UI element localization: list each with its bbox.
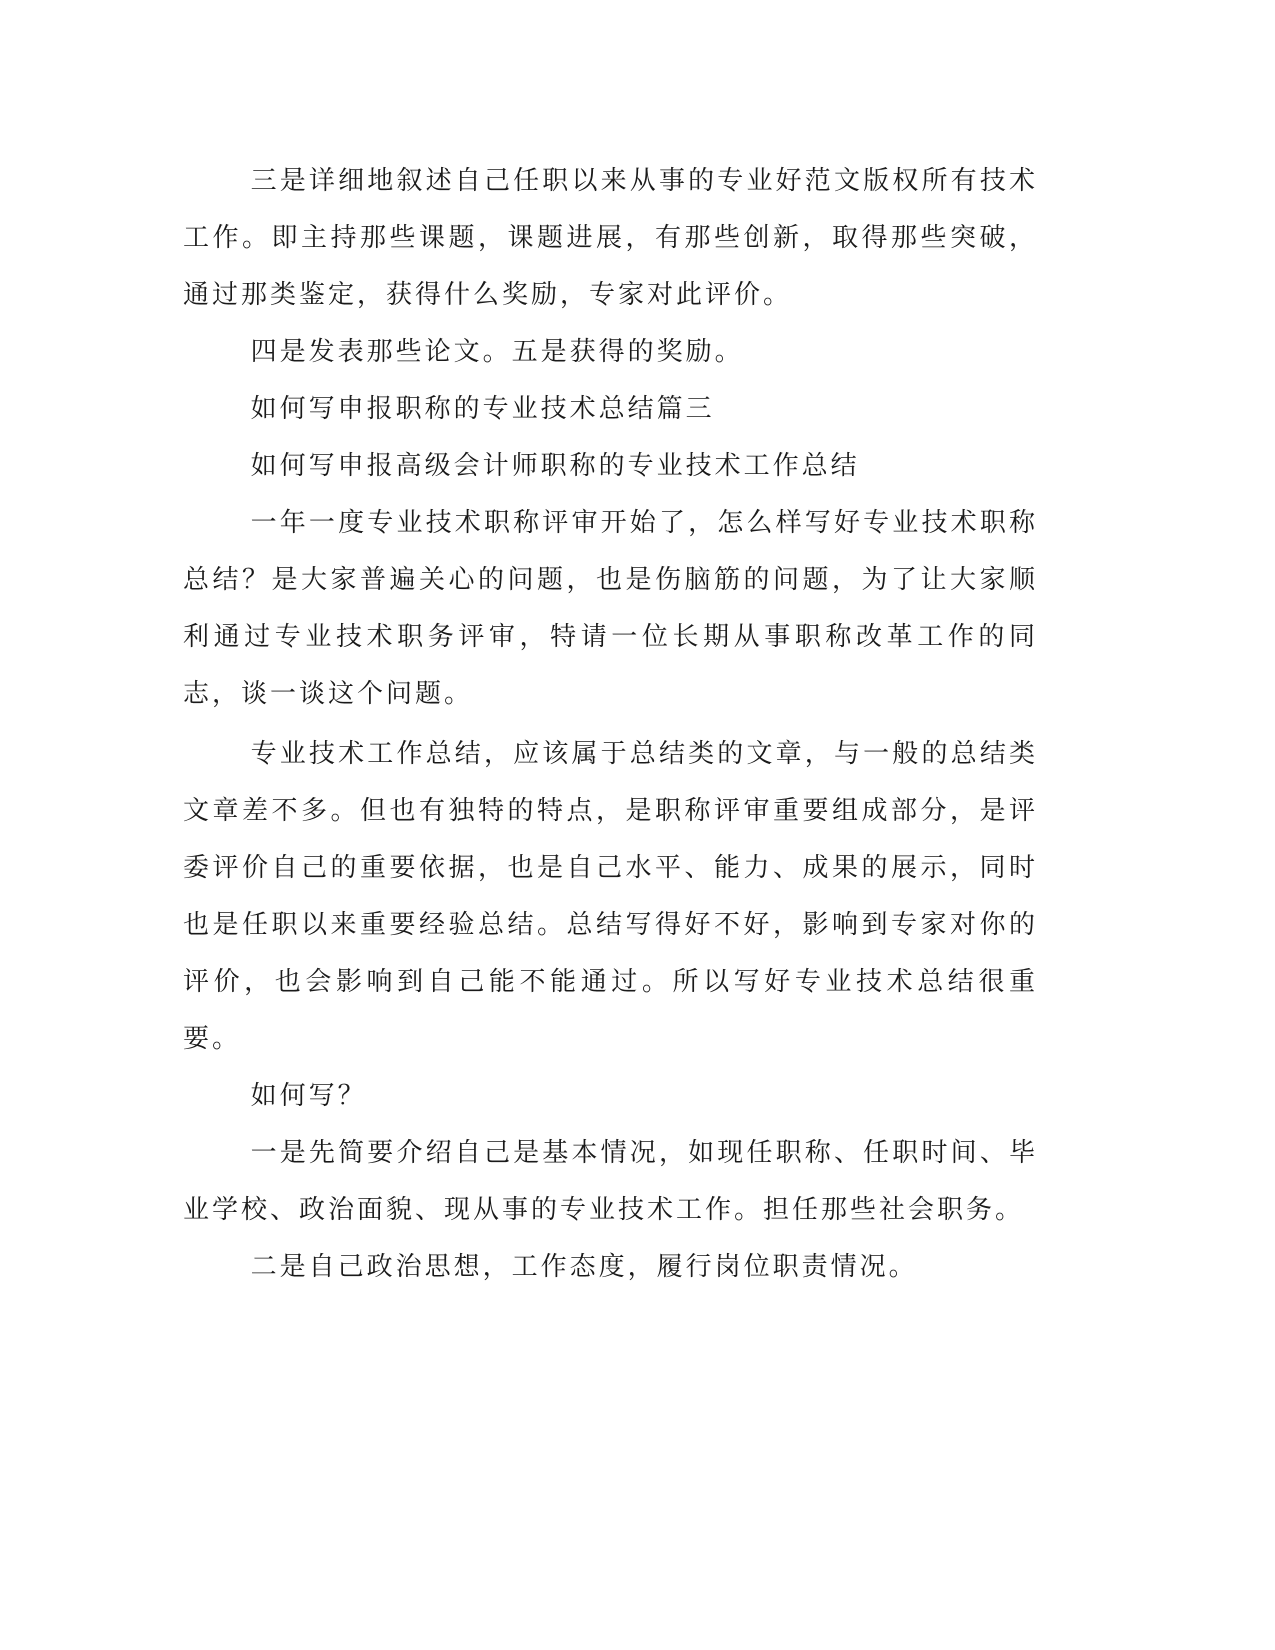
paragraph-intro: 一年一度专业技术职称评审开始了，怎么样写好专业技术职称总结？是大家普遍关心的问题，也是伤脑筋的问题，为了让大家顺利通过专业技术职务评审，特请一位长期从事职称改革工作的同志，谈一谈这个问题。	[183, 508, 1038, 709]
paragraph-basic-info: 一是先简要介绍自己是基本情况，如现任职称、任职时间、毕业学校、政治面貌、现从事的专业技术工作。担任那些社会职务。	[183, 1138, 1038, 1225]
document-subtitle: 如何写申报高级会计师职称的专业技术工作总结	[250, 451, 860, 481]
paragraph-technical-work: 三是详细地叙述自己任职以来从事的专业好范文版权所有技术工作。即主持那些课题，课题进展，有那些创新，取得那些突破，通过那类鉴定，获得什么奖励，专家对此评价。	[183, 166, 1038, 310]
paragraph-papers-awards: 四是发表那些论文。五是获得的奖励。	[250, 337, 744, 367]
paragraph-summary-nature: 专业技术工作总结，应该属于总结类的文章，与一般的总结类文章差不多。但也有独特的特点，是职称评审重要组成部分，是评委评价自己的重要依据，也是自己水平、能力、成果的展示，同时也是任职以来重要经验总结。总结写得好不好，影响到专家对你的评价，也会影响到自己能不能通过。所以写好专业技术总结很重要。	[183, 739, 1038, 1054]
paragraph-political-attitude: 二是自己政治思想，工作态度，履行岗位职责情况。	[250, 1252, 918, 1282]
section-heading: 如何写申报职称的专业技术总结篇三	[250, 394, 715, 424]
document-body	[183, 153, 1038, 1296]
paragraph-how-to-write: 如何写？	[250, 1081, 367, 1111]
